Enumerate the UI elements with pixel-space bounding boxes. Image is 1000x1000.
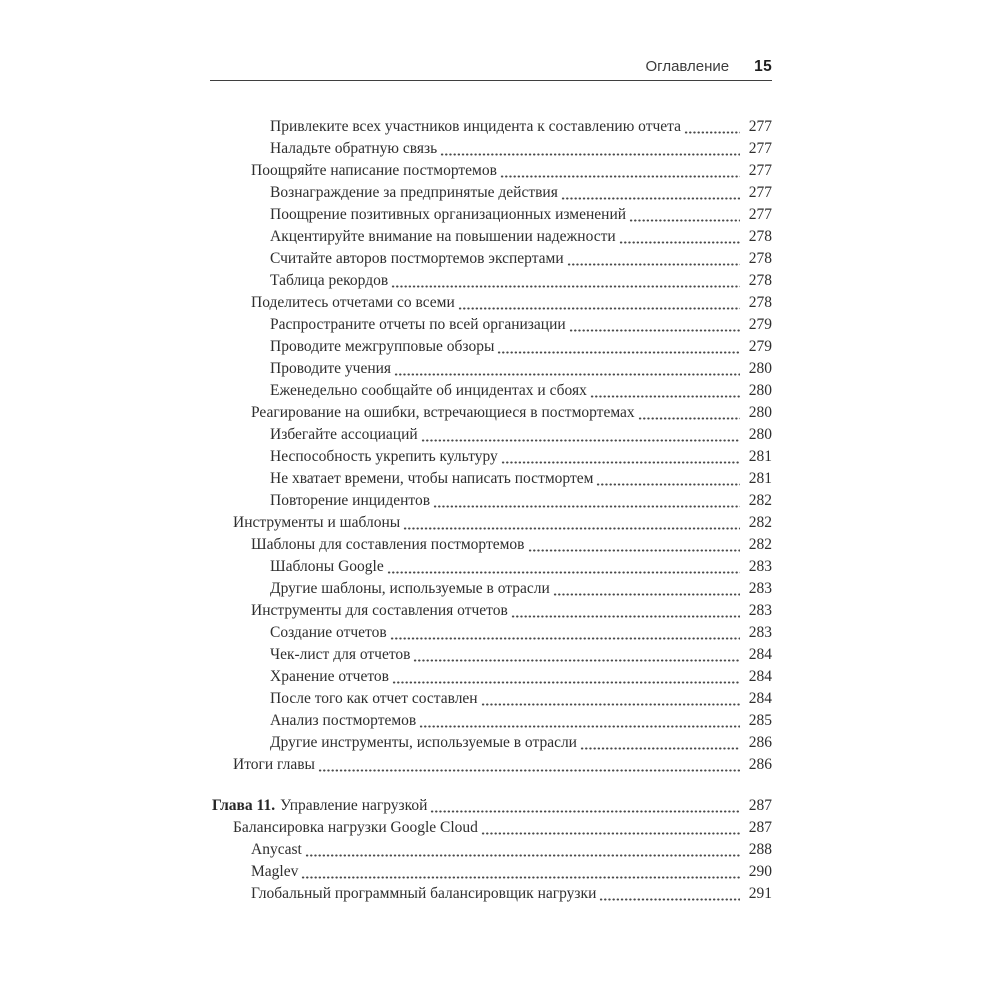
toc-entry: [212, 732, 772, 754]
toc-entry-label: Проводите межгрупповые обзоры: [270, 338, 495, 355]
toc-entry-label: Повторение инцидентов: [270, 492, 431, 509]
toc-entry-label: Инструменты и шаблоны: [233, 514, 401, 531]
toc-entry-label: Хранение отчетов: [270, 668, 389, 685]
toc-entry-page: 277: [748, 140, 772, 157]
toc-entry-page: 278: [748, 228, 772, 245]
dot-leader: [387, 571, 740, 574]
toc-entry-page: 291: [748, 885, 772, 902]
toc-entry-label: Не хватает времени, чтобы написать постмортем: [270, 470, 594, 487]
toc-entry-page: 282: [748, 492, 772, 509]
toc-entry: [212, 578, 772, 600]
toc-entry-page: 288: [748, 841, 772, 858]
toc-entry: [212, 861, 772, 883]
toc-entry: [212, 446, 772, 468]
toc-entry: [212, 358, 772, 380]
toc-entry-page: 281: [748, 470, 772, 487]
toc-entry-label: Инструменты для составления отчетов: [251, 602, 508, 619]
toc-entry: [212, 380, 772, 402]
toc-entry-page: 287: [748, 797, 772, 814]
toc-entry: [212, 556, 772, 578]
toc-entry: [212, 160, 772, 182]
toc-entry-label: Таблица рекордов: [270, 272, 389, 289]
toc-entry-label: Поощрение позитивных организационных изменений: [270, 206, 627, 223]
toc-entry: [212, 754, 772, 776]
dot-leader: [440, 153, 740, 156]
toc-entry-page: 278: [748, 250, 772, 267]
dot-leader: [458, 307, 740, 310]
toc-entry: [212, 600, 772, 622]
toc-entry-label: Проводите учения: [270, 360, 392, 377]
toc-entry-page: 283: [748, 602, 772, 619]
toc-entry-page: 282: [748, 536, 772, 553]
toc-entry-label: Балансировка нагрузки Google Cloud: [233, 819, 478, 836]
toc-entry: [212, 424, 772, 446]
toc-entry-label: Избегайте ассоциаций: [270, 426, 418, 443]
toc-entry-page: 286: [748, 734, 772, 751]
toc-entry-page: 278: [748, 272, 772, 289]
toc-entry-page: 284: [748, 646, 772, 663]
toc-entry: [212, 512, 772, 534]
toc-entry: [212, 710, 772, 732]
toc-entry: [212, 182, 772, 204]
toc-entry-label: Другие инструменты, используемые в отрасли: [270, 734, 577, 751]
toc-entry-page: 286: [748, 756, 772, 773]
toc-entry: [212, 226, 772, 248]
toc-entry-chapter-prefix: Глава 11.: [212, 797, 276, 814]
toc-entry: [212, 248, 772, 270]
toc-entry-label: Глобальный программный балансировщик нагрузки: [251, 885, 597, 902]
dot-leader: [301, 876, 740, 879]
dot-leader: [419, 725, 740, 728]
toc-entry-page: 278: [748, 294, 772, 311]
toc-entry: [212, 336, 772, 358]
toc-entry-page: 290: [748, 863, 772, 880]
dot-leader: [390, 637, 740, 640]
dot-leader: [421, 439, 740, 442]
toc-entry: [212, 622, 772, 644]
dot-leader: [619, 241, 740, 244]
toc-entry-page: 280: [748, 426, 772, 443]
toc-entry-page: 280: [748, 404, 772, 421]
toc-entry: [212, 270, 772, 292]
toc-entry-page: 284: [748, 668, 772, 685]
toc-entry-page: 279: [748, 316, 772, 333]
toc-entry: [212, 666, 772, 688]
toc-entry: [212, 688, 772, 710]
dot-leader: [394, 373, 740, 376]
dot-leader: [599, 898, 740, 901]
toc-entry-label: Привлеките всех участников инцидента к составлению отчета: [270, 118, 681, 135]
dot-leader: [561, 197, 740, 200]
toc-entry-page: 280: [748, 382, 772, 399]
toc-entry: [212, 468, 772, 490]
dot-leader: [596, 483, 740, 486]
dot-leader: [391, 285, 740, 288]
toc-list: [212, 116, 772, 905]
dot-leader: [413, 659, 740, 662]
running-head-title: Оглавление: [645, 58, 730, 75]
toc-entry: [212, 795, 772, 817]
toc-entry-label: После того как отчет составлен: [270, 690, 478, 707]
toc-entry-page: 283: [748, 558, 772, 575]
toc-entry-label: Maglev: [251, 863, 299, 880]
dot-leader: [569, 329, 740, 332]
toc-entry-page: 282: [748, 514, 772, 531]
toc-entry-label: Итоги главы: [233, 756, 315, 773]
toc-entry: [212, 534, 772, 556]
toc-entry: [212, 839, 772, 861]
dot-leader: [511, 615, 740, 618]
toc-entry: [212, 292, 772, 314]
dot-leader: [497, 351, 740, 354]
header-rule: [210, 80, 772, 81]
toc-entry: [212, 402, 772, 424]
dot-leader: [481, 832, 740, 835]
toc-entry-page: 285: [748, 712, 772, 729]
toc-entry-label: Поделитесь отчетами со всеми: [251, 294, 455, 311]
toc-entry-label: Акцентируйте внимание на повышении надежности: [270, 228, 616, 245]
toc-entry-label: Реагирование на ошибки, встречающиеся в постмортемах: [251, 404, 635, 421]
toc-entry: [212, 883, 772, 905]
toc-entry-page: 281: [748, 448, 772, 465]
toc-entry-page: 279: [748, 338, 772, 355]
toc-entry: [212, 138, 772, 160]
toc-entry-label: Еженедельно сообщайте об инцидентах и сбоях: [270, 382, 587, 399]
toc-entry: [212, 490, 772, 512]
toc-entry: [212, 204, 772, 226]
toc-entry-label: Шаблоны для составления постмортемов: [251, 536, 525, 553]
toc-entry-label: Неспособность укрепить культуру: [270, 448, 498, 465]
dot-leader: [553, 593, 740, 596]
toc-entry-label: Anycast: [251, 841, 302, 858]
dot-leader: [638, 417, 740, 420]
dot-leader: [567, 263, 740, 266]
toc-entry-label: Поощряйте написание постмортемов: [251, 162, 497, 179]
toc-entry: [212, 116, 772, 138]
dot-leader: [684, 131, 740, 134]
dot-leader: [403, 527, 740, 530]
running-head-page-number: 15: [754, 58, 772, 75]
toc-entry: [212, 314, 772, 336]
toc-entry-page: 277: [748, 118, 772, 135]
toc-entry: [212, 817, 772, 839]
toc-entry-page: 277: [748, 206, 772, 223]
toc-entry-label: Считайте авторов постмортемов экспертами: [270, 250, 564, 267]
toc-entry-label: Другие шаблоны, используемые в отрасли: [270, 580, 550, 597]
dot-leader: [430, 810, 740, 813]
toc-entry-label: Вознаграждение за предпринятые действия: [270, 184, 558, 201]
dot-leader: [500, 175, 740, 178]
dot-leader: [318, 769, 740, 772]
toc-entry-label: Наладьте обратную связь: [270, 140, 438, 157]
toc-entry-page: 277: [748, 162, 772, 179]
dot-leader: [433, 505, 740, 508]
toc-entry-label: Чек-лист для отчетов: [270, 646, 411, 663]
toc-entry-page: 283: [748, 580, 772, 597]
toc-entry-label: Анализ постмортемов: [270, 712, 417, 729]
toc-entry-label: Шаблоны Google: [270, 558, 384, 575]
toc-entry-page: 283: [748, 624, 772, 641]
toc-entry-page: 277: [748, 184, 772, 201]
running-head: [210, 58, 772, 76]
dot-leader: [590, 395, 740, 398]
toc-entry-label: Управление нагрузкой: [280, 797, 428, 814]
dot-leader: [629, 219, 740, 222]
dot-leader: [501, 461, 740, 464]
dot-leader: [580, 747, 740, 750]
toc-entry-label: Создание отчетов: [270, 624, 387, 641]
toc-entry: [212, 644, 772, 666]
dot-leader: [305, 854, 740, 857]
toc-entry-page: 287: [748, 819, 772, 836]
toc-entry-page: 284: [748, 690, 772, 707]
toc-entry-page: 280: [748, 360, 772, 377]
dot-leader: [528, 549, 741, 552]
toc-entry-label: Распространите отчеты по всей организации: [270, 316, 566, 333]
dot-leader: [392, 681, 740, 684]
dot-leader: [481, 703, 740, 706]
